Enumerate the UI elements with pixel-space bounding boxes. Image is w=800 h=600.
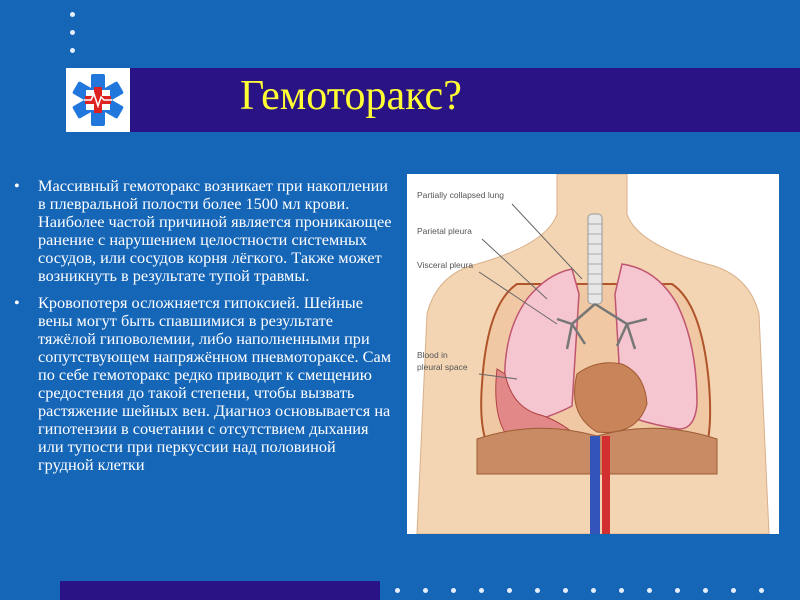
decorative-dot [731, 588, 736, 593]
decorative-dot [395, 588, 400, 593]
bullet-symbol: • [14, 176, 20, 195]
bullet-list [14, 177, 394, 484]
chest-anatomy-diagram [407, 174, 779, 534]
decorative-dot [759, 588, 764, 593]
decorative-dot [70, 12, 75, 17]
decorative-dot [591, 588, 596, 593]
bullet-item [14, 177, 394, 284]
decorative-dot [70, 48, 75, 53]
label-parietal-pleura: Parietal pleura [417, 226, 472, 236]
bullet-text: Кровопотеря осложняется гипоксией. Шейные вены могут быть спавшимися в результате тяжёлой гиповолемии, либо наполненными при сопутствующем напряжённом пневмотораксе. Сам по себе гемоторакс редко приводит к смещению средостения до такой степени, чтобы вызвать растяжение шейных вен. Диагноз основывается на гипотензии в сочетании с отсутствием дыхания или тупости при перкуссии над половиной грудной клетки [38, 293, 392, 474]
bullet-item [14, 294, 394, 473]
slide-title: Гемоторакс? [240, 73, 462, 119]
vena-cava [590, 436, 600, 534]
hemothorax-illustration [407, 174, 779, 534]
decorative-dot [647, 588, 652, 593]
decorative-dot [451, 588, 456, 593]
decorative-dot [70, 30, 75, 35]
decorative-dot [535, 588, 540, 593]
decorative-dot [675, 588, 680, 593]
decorative-dot [507, 588, 512, 593]
decorative-dot [423, 588, 428, 593]
bottom-bar [60, 581, 380, 600]
bullet-symbol: • [14, 293, 20, 313]
decorative-dot [563, 588, 568, 593]
title-bar [130, 68, 800, 132]
decorative-dot [703, 588, 708, 593]
label-partially-collapsed-lung: Partially collapsed lung [417, 190, 504, 200]
bullet-text: Массивный гемоторакс возникает при накоплении в плевральной полости более 1500 мл крови. Наиболее частой причиной является проникающее ранение с нарушением целостности системных сосудов, или сосудов корня лёгкого. Также может возникнуть в результате тупой травмы. [38, 176, 392, 285]
aorta [602, 436, 610, 534]
star-of-life-medical-icon [66, 68, 130, 132]
decorative-dot [479, 588, 484, 593]
label-visceral-pleura: Visceral pleura [417, 260, 474, 270]
label-blood-line1: Blood in [417, 350, 448, 360]
trachea [588, 214, 602, 304]
label-blood-line2: pleural space [417, 362, 468, 372]
logo [66, 68, 130, 132]
decorative-dot [619, 588, 624, 593]
